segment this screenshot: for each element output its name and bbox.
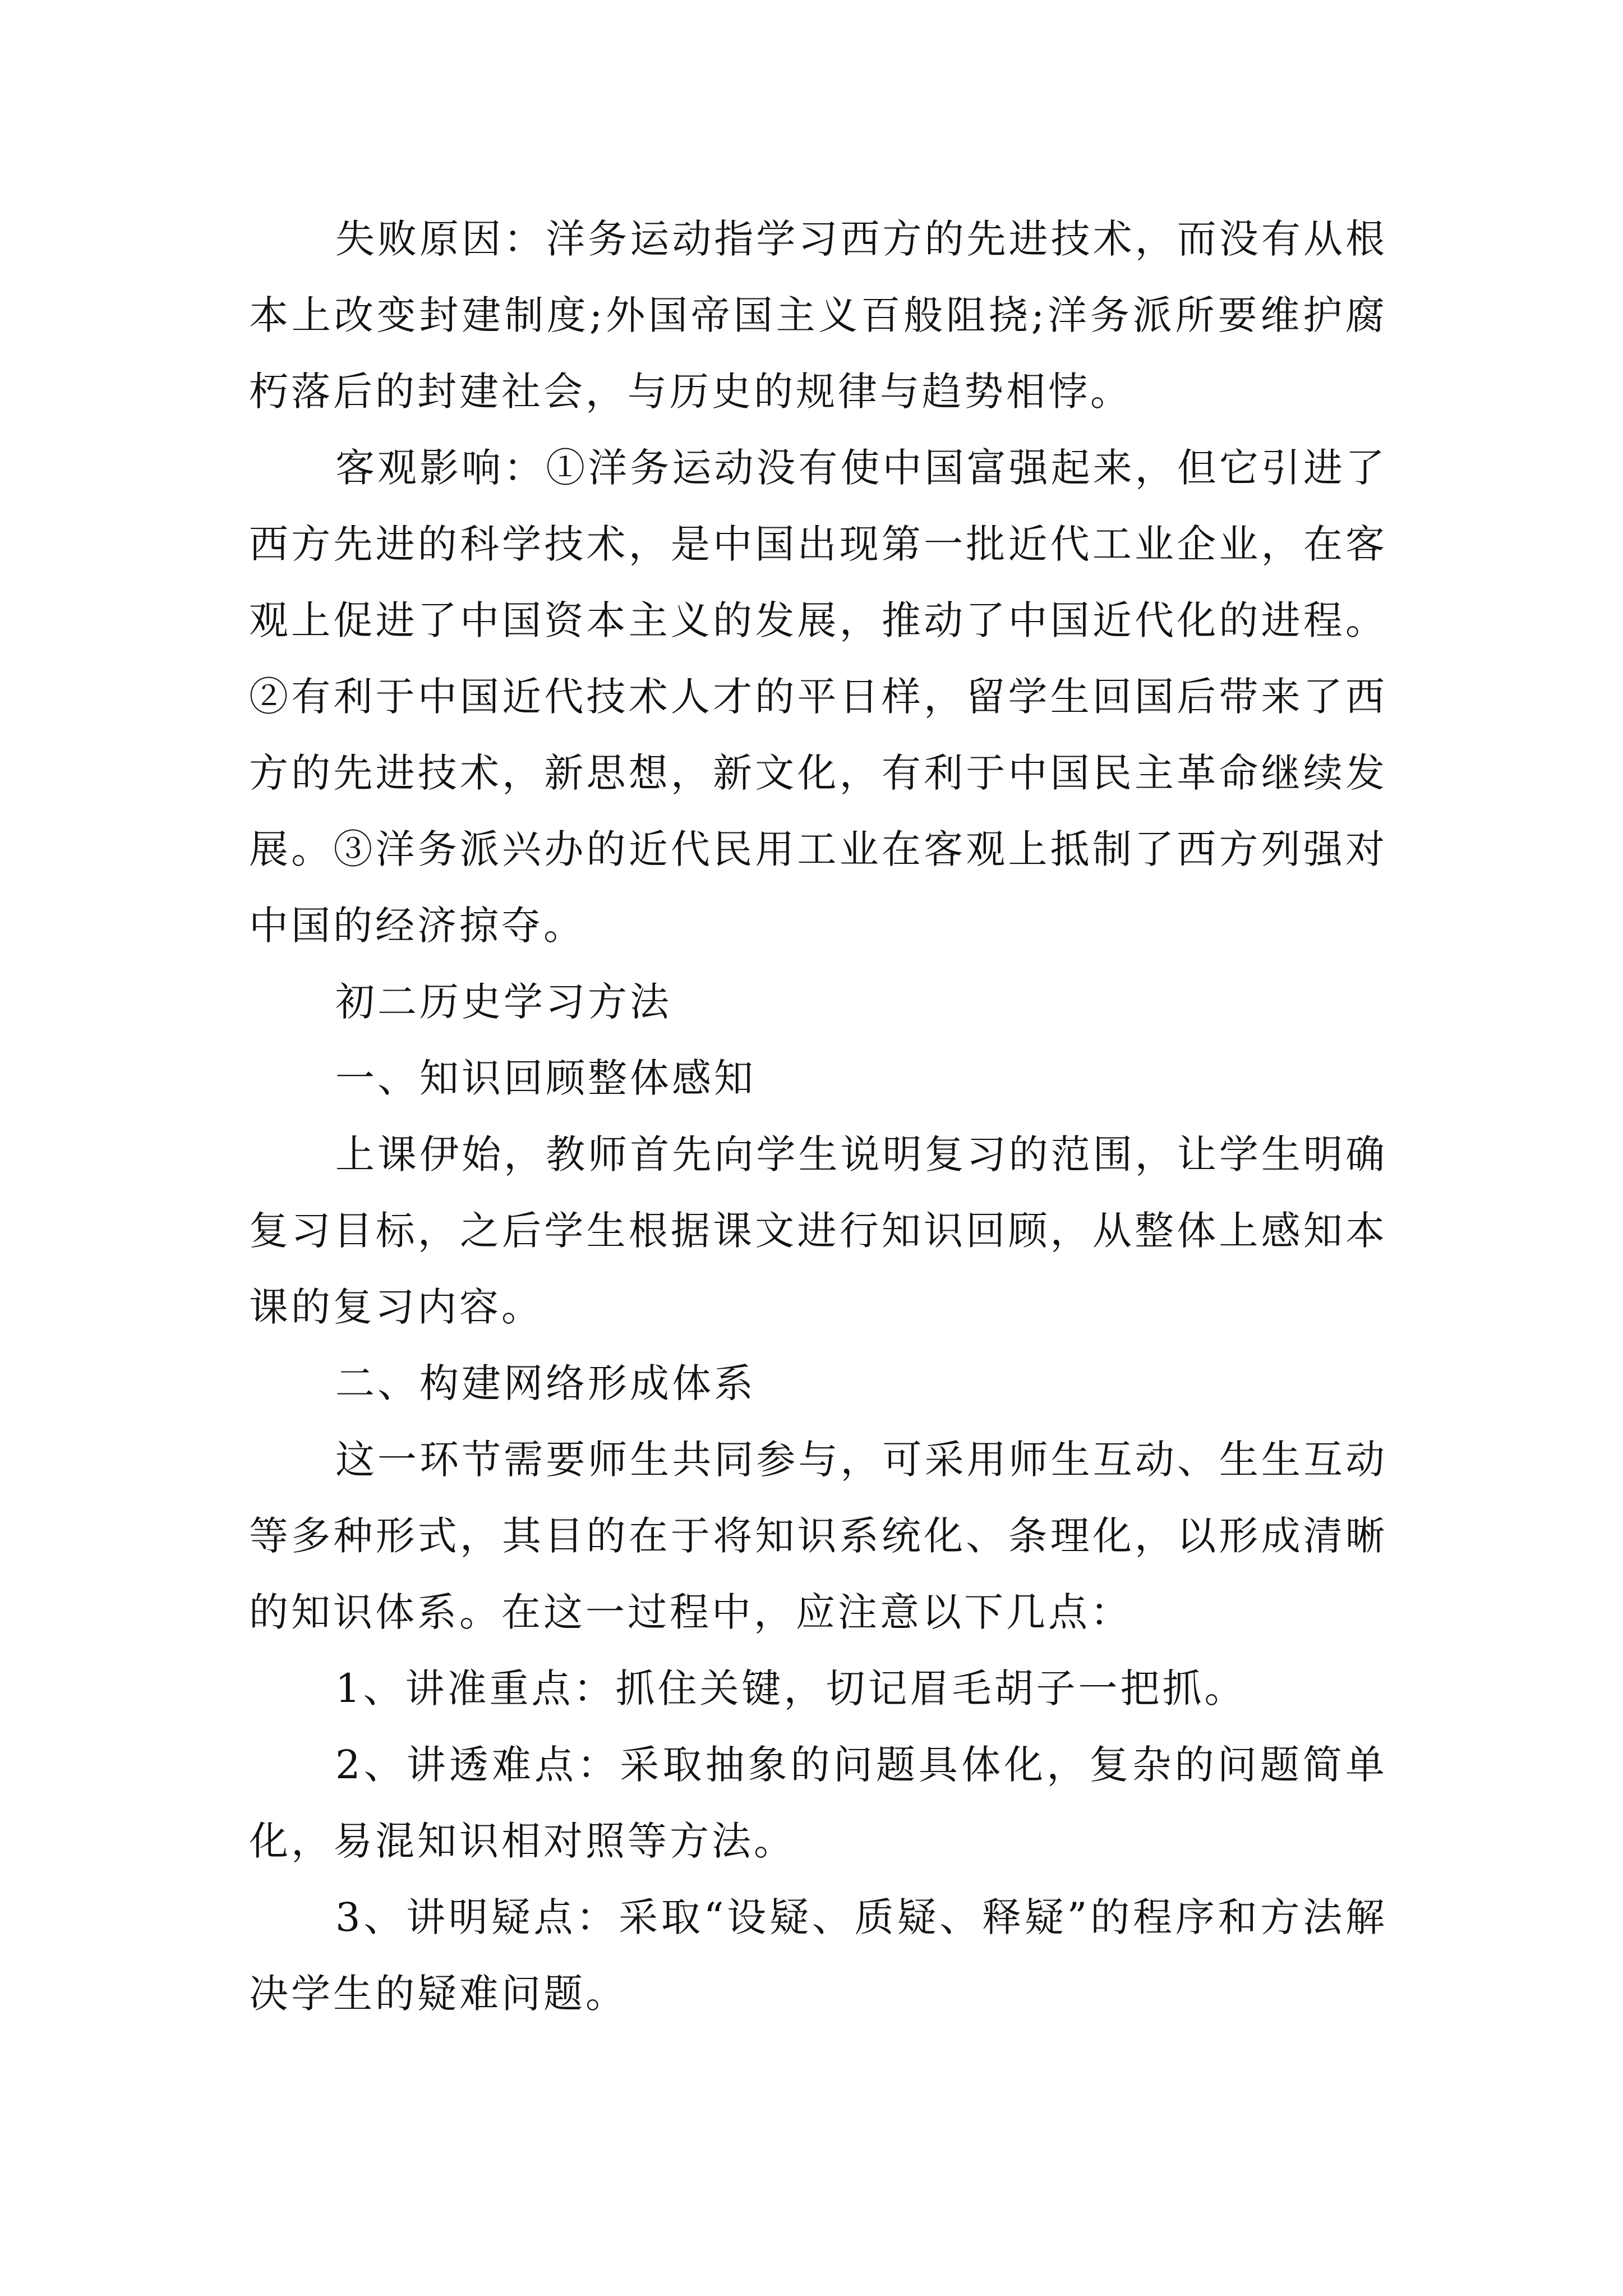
paragraph-build-network: 这一环节需要师生共同参与，可采用师生互动、生生互动等多种形式，其目的在于将知识系统化、条理化，以形成清晰的知识体系。在这一过程中，应注意以下几点：	[249, 1437, 1387, 1635]
list-item-key-points: 1、讲准重点：抓住关键，切记眉毛胡子一把抓。	[335, 1665, 1247, 1711]
list-item-doubtful-points: 3、讲明疑点：采取“设疑、质疑、释疑”的程序和方法解决学生的疑难问题。	[249, 1894, 1387, 2017]
paragraph-failure-reasons: 失败原因：洋务运动指学习西方的先进技术，而没有从根本上改变封建制度;外国帝国主义百般阻挠;洋务派所要维护腐朽落后的封建社会，与历史的规律与趋势相悖。	[249, 216, 1387, 415]
subheading-build-network: 二、构建网络形成体系	[335, 1360, 756, 1406]
paragraph-knowledge-review: 上课伊始，教师首先向学生说明复习的范围，让学生明确复习目标，之后学生根据课文进行知识回顾，从整体上感知本课的复习内容。	[249, 1131, 1387, 1330]
list-item-difficult-points: 2、讲透难点：采取抽象的问题具体化，复杂的问题简单化，易混知识相对照等方法。	[249, 1742, 1387, 1864]
paragraph-objective-impact: 客观影响：①洋务运动没有使中国富强起来，但它引进了西方先进的科学技术，是中国出现第一批近代工业企业，在客观上促进了中国资本主义的发展，推动了中国近代化的进程。②有利于中国近代技术人才的平日样，留学生回国后带来了西方的先进技术，新思想，新文化，有利于中国民主革命继续发展。③洋务派兴办的近代民用工业在客观上抵制了西方列强对中国的经济掠夺。	[249, 445, 1387, 949]
document-body	[249, 201, 1387, 2032]
subheading-knowledge-review: 一、知识回顾整体感知	[335, 1055, 756, 1101]
section-heading-study-methods: 初二历史学习方法	[335, 979, 672, 1025]
